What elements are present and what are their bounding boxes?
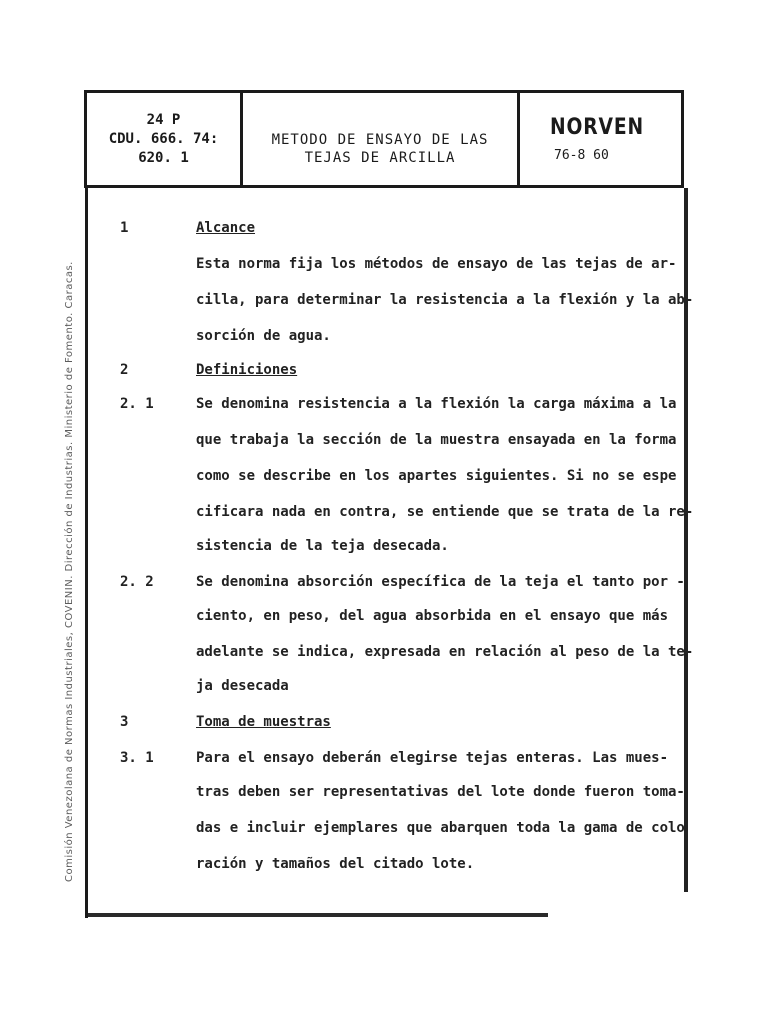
section-number: 2 — [120, 362, 129, 378]
standard-number: 76-8 60 — [554, 148, 609, 163]
paragraph-line: sistencia de la teja desecada. — [196, 538, 449, 554]
paragraph-line: tras deben ser representativas del lote donde fueron toma- — [196, 784, 685, 800]
paragraph-line: das e incluir ejemplares que abarquen toda la gama de colo — [196, 820, 685, 836]
paragraph-line: ración y tamaños del citado lote. — [196, 856, 475, 872]
paragraph-line: que trabaja la sección de la muestra ensayada en la forma — [196, 432, 677, 448]
section-number: 2. 1 — [120, 396, 154, 412]
brand-block — [520, 93, 681, 185]
section-heading: Alcance — [196, 220, 256, 236]
section-number: 3. 1 — [120, 750, 154, 766]
title-line: METODO DE ENSAYO DE LAS — [271, 132, 489, 148]
classification-code — [87, 93, 243, 185]
paragraph-line: cilla, para determinar la resistencia a la flexión y la ab- — [196, 292, 694, 308]
paragraph-line: como se describe en los apartes siguientes. Si no se espe — [196, 468, 677, 484]
code-line: 620. 1 — [138, 150, 189, 166]
paragraph-line: sorción de agua. — [196, 328, 331, 344]
section-heading: Definiciones — [196, 362, 298, 378]
paragraph-line: Para el ensayo deberán elegirse tejas enteras. Las mues- — [196, 750, 669, 766]
section-heading: Toma de muestras — [196, 714, 331, 730]
paragraph-line: ciento, en peso, del agua absorbida en el ensayo que más — [196, 608, 669, 624]
paragraph-line: cificara nada en contra, se entiende que se trata de la re- — [196, 504, 694, 520]
code-line: 24 P — [146, 112, 181, 128]
paragraph-line: Esta norma fija los métodos de ensayo de las tejas de ar- — [196, 256, 677, 272]
norven-logo: NORVEN — [550, 115, 644, 140]
code-line: CDU. 666. 74: — [108, 131, 219, 147]
section-number: 1 — [120, 220, 129, 236]
side-publisher-label: Comisión Venezolana de Normas Industriales, COVENIN. Dirección de Industrias. Ministerio de Fomento. Caracas. — [64, 261, 75, 882]
paragraph-line: adelante se indica, expresada en relación al peso de la te- — [196, 644, 694, 660]
paragraph-line: Se denomina absorción específica de la teja el tanto por - — [196, 574, 685, 590]
paragraph-line: Se denomina resistencia a la flexión la carga máxima a la — [196, 396, 677, 412]
paragraph-line: ja desecada — [196, 678, 289, 694]
document-title — [243, 93, 520, 185]
document-header — [84, 90, 684, 188]
section-number: 2. 2 — [120, 574, 154, 590]
title-line: TEJAS DE ARCILLA — [304, 150, 456, 166]
frame-left-border — [85, 188, 88, 918]
section-number: 3 — [120, 714, 129, 730]
frame-bottom-border — [88, 913, 548, 917]
